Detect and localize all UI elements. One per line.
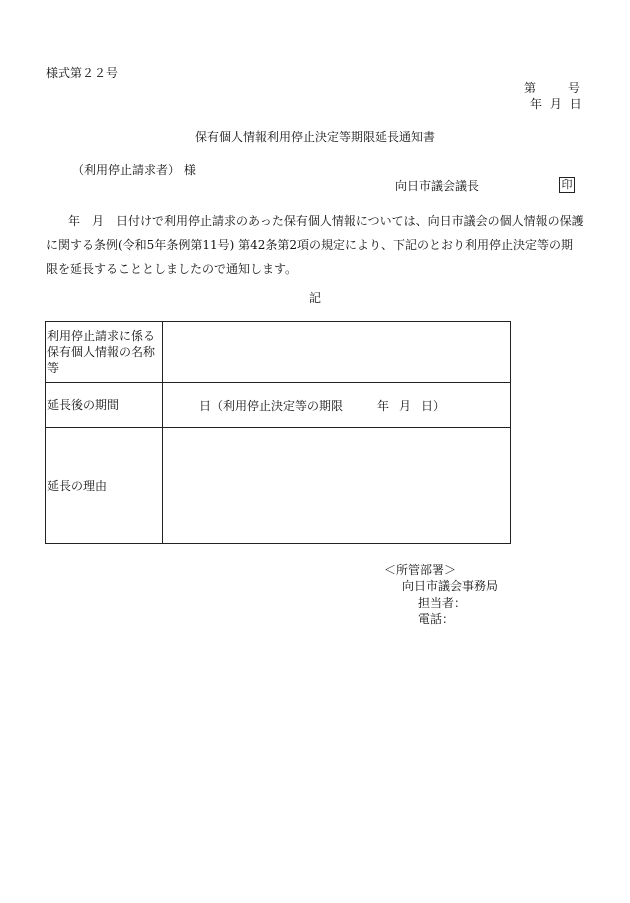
table-row <box>46 383 511 428</box>
period-year: 年 <box>377 398 390 413</box>
issue-date <box>530 97 582 111</box>
period-text: 日（利用停止決定等の期限 <box>199 398 344 413</box>
period-month: 月 <box>399 398 412 413</box>
document-number-label: 第 <box>524 81 537 95</box>
ki-label: 記 <box>308 291 321 305</box>
document-number-suffix: 号 <box>568 81 581 95</box>
row-label-reason: 延長の理由 <box>46 428 163 544</box>
body-paragraph: 年 月 日付けで利用停止請求のあった保有個人情報については、向日市議会の個人情報の保護に関する条例(令和5年条例第11号) 第42条第2項の規定により、下記のとおり利用停止決定等の期限を延長することとしましたので通知します。 <box>46 214 584 276</box>
date-year: 年 <box>530 97 543 111</box>
row-label-extended-period: 延長後の期間 <box>46 383 163 428</box>
addressee: （利用停止請求者） 様 <box>72 163 196 177</box>
sender: 向日市議会議長 <box>395 179 480 193</box>
date-day: 日 <box>569 97 582 111</box>
contact-phone: 電話： <box>418 612 455 626</box>
table-row <box>46 428 511 544</box>
row-value-info-name <box>163 322 511 383</box>
row-value-extended-period <box>163 383 511 428</box>
office-name: 向日市議会事務局 <box>402 579 499 593</box>
period-day: 日） <box>421 398 446 413</box>
row-label-info-name: 利用停止請求に係る保有個人情報の名称等 <box>46 322 163 383</box>
seal-stamp-icon: 印 <box>559 177 575 193</box>
date-month: 月 <box>549 97 562 111</box>
form-number: 様式第２２号 <box>46 66 119 80</box>
row-value-reason <box>163 428 511 544</box>
office-heading: ＜所管部署＞ <box>384 563 457 577</box>
contact-person: 担当者： <box>418 596 467 610</box>
table-row <box>46 322 511 383</box>
document-title: 保有個人情報利用停止決定等期限延長通知書 <box>194 130 435 144</box>
detail-table <box>45 321 511 544</box>
